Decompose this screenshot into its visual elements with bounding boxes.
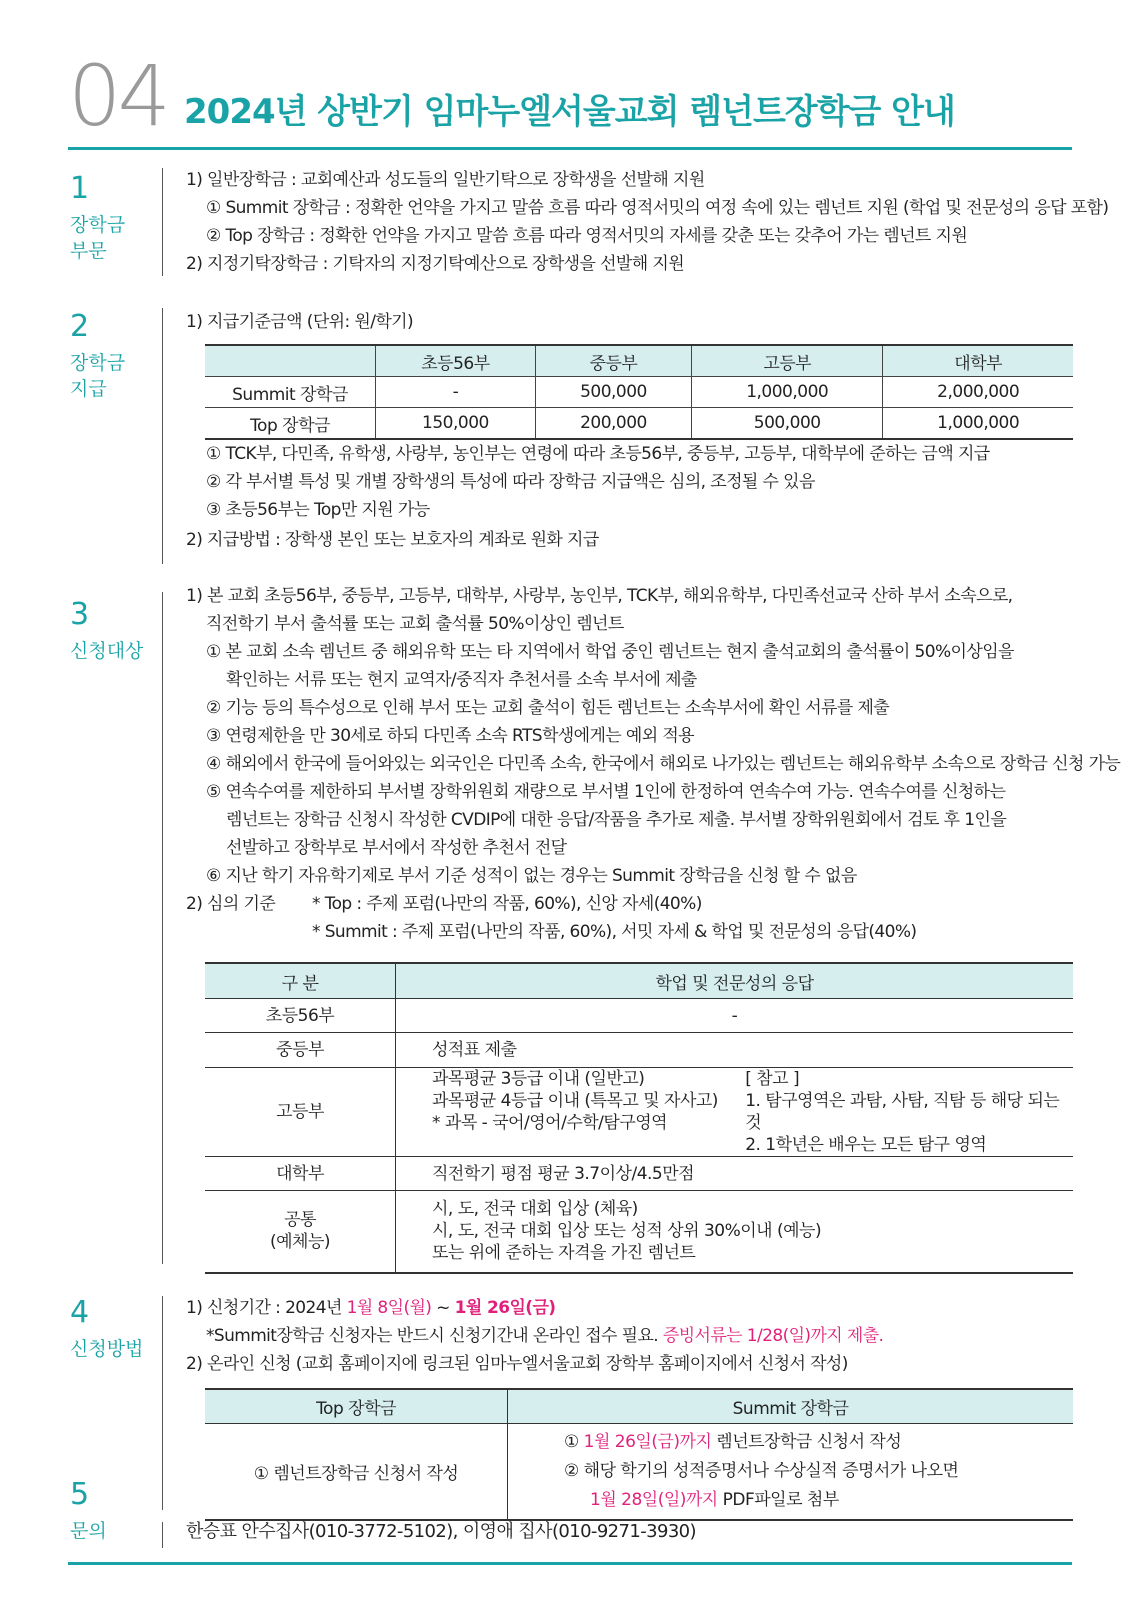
eligibility-item-cont: 렘넌트는 장학금 신청시 작성한 CVDIP에 대한 응답/작품을 추가로 제출. 부서별 장학위원회에서 검토 후 1인을 (226, 810, 1007, 830)
section-1-number: 1 (70, 171, 90, 206)
table-cell: 1,000,000 (692, 377, 883, 408)
section-5-label: 문의 (70, 1520, 107, 1542)
period-start: 1월 8일(월) (346, 1298, 432, 1318)
online-application: 2) 온라인 신청 (교회 홈페이지에 링크된 임마누엘서울교회 장학부 홈페이지에서 신청서 작성) (186, 1354, 848, 1374)
amount-note-1: ① TCK부, 다민족, 유학생, 사랑부, 농인부는 연령에 따라 초등56부, 중등부, 고등부, 대학부에 준하는 금액 지급 (206, 444, 990, 464)
text-line: 1. 탐구영역은 과탐, 사탐, 직탐 등 해당 되는 것 (745, 1091, 1060, 1133)
table-cell (396, 1191, 1074, 1273)
deadline-date: 1월 26일(금)까지 (583, 1432, 712, 1452)
section-1-body (186, 166, 1108, 278)
application-table (205, 1388, 1073, 1521)
section-4-label: 신청방법 (70, 1338, 144, 1360)
section-1-label-line1: 장학금 (70, 214, 126, 236)
achievement-table-header: 구 분 (205, 963, 396, 999)
deadline-date: 1월 28일(일)까지 (590, 1490, 718, 1510)
amount-note-2: ② 각 부서별 특성 및 개별 장학생의 특성에 따라 장학금 지급액은 심의, 조정될 수 있음 (206, 472, 815, 492)
text-line: (예체능) (269, 1232, 331, 1253)
summit-step-1 (564, 1428, 1073, 1457)
application-table-header: Summit 장학금 (508, 1389, 1074, 1424)
section-2-divider (162, 308, 163, 564)
high-school-reference (745, 1068, 1073, 1156)
amount-intro: 1) 지급기준금액 (단위: 원/학기) (186, 312, 414, 332)
eligibility-item: ④ 해외에서 한국에 들어와있는 외국인은 다민족 소속, 한국에서 해외로 나가있는 렘넌트는 해외유학부 소속으로 장학금 신청 가능 (206, 754, 1121, 774)
table-cell: 중등부 (205, 1033, 396, 1068)
eligibility-item: ⑥ 지난 학기 자유학기제로 부서 기준 성적이 없는 경우는 Summit 장학금을 신청 할 수 없음 (206, 866, 857, 886)
criteria-row (186, 890, 1120, 918)
section-1-label-line2: 부문 (70, 240, 107, 262)
table-cell: 직전학기 평점 평균 3.7이상/4.5만점 (396, 1157, 1074, 1191)
achievement-table (205, 962, 1073, 1274)
table-cell: 고등부 (205, 1068, 396, 1157)
table-cell: 150,000 (376, 408, 536, 440)
text-line: 공통 (284, 1210, 316, 1231)
eligibility-item-cont: 선발하고 장학부로 부서에서 작성한 추천서 전달 (226, 838, 567, 858)
amount-table-header: 고등부 (692, 345, 883, 377)
criteria-top: * Top : 주제 포럼(나만의 작품, 60%), 신앙 자세(40%) (312, 894, 702, 914)
amount-table-header: 대학부 (883, 345, 1073, 377)
text-span: PDF파일로 첨부 (717, 1490, 839, 1510)
section-3-number: 3 (70, 597, 90, 632)
eligibility-body (186, 582, 1120, 946)
criteria-label: 2) 심의 기준 (186, 894, 276, 914)
eligibility-item: ⑤ 연속수여를 제한하되 부서별 장학위원회 재량으로 부서별 1인에 한정하여 연속수여 가능. 연속수여를 신청하는 (206, 782, 1006, 802)
amount-notes (206, 440, 990, 524)
amount-table-header: 초등56부 (376, 345, 536, 377)
section-4-number: 4 (70, 1295, 90, 1330)
amount-table (205, 344, 1073, 440)
eligibility-item: ① 본 교회 소속 렘넌트 중 해외유학 또는 타 지역에서 학업 중인 렘넌트는 현지 출석교회의 출석률이 50%이상임을 (206, 642, 1014, 662)
table-cell: 1,000,000 (883, 408, 1073, 440)
section-2-number: 2 (70, 309, 90, 344)
amount-note-3: ③ 초등56부는 Top만 지원 가능 (206, 500, 430, 520)
section-5-number: 5 (70, 1477, 90, 1512)
table-cell (205, 1191, 396, 1273)
summit-application-steps (508, 1424, 1074, 1521)
eligibility-line-2: 직전학기 부서 출석률 또는 교회 출석률 50%이상인 렘넌트 (206, 614, 624, 634)
table-cell: 500,000 (692, 408, 883, 440)
summit-scholarship-desc: ① Summit 장학금 : 정확한 언약을 가지고 말씀 흐름 따라 영적서밋의 여정 속에 있는 렘넌트 지원 (학업 및 전문성의 응답 포함) (206, 198, 1109, 218)
table-cell: - (396, 999, 1074, 1033)
table-row (205, 408, 1073, 440)
table-cell: 2,000,000 (883, 377, 1073, 408)
table-cell: 200,000 (535, 408, 691, 440)
evidence-deadline: 증빙서류는 1/28(일)까지 제출. (662, 1326, 884, 1346)
text-span: ~ (431, 1298, 455, 1318)
text-span: 1) 신청기간 : 2024년 (186, 1298, 347, 1318)
high-school-left (432, 1068, 745, 1156)
achievement-table-header: 학업 및 전문성의 응답 (396, 963, 1074, 999)
eligibility-item: ③ 연령제한을 만 30세로 하되 다민족 소속 RTS학생에게는 예외 적용 (206, 726, 694, 746)
table-cell: 초등56부 (205, 999, 396, 1033)
section-5-divider (162, 1522, 163, 1548)
section-2-label-line2: 지급 (70, 378, 107, 400)
payment-method: 2) 지급방법 : 장학생 본인 또는 보호자의 계좌로 원화 지급 (186, 530, 599, 550)
application-table-header: Top 장학금 (205, 1389, 508, 1424)
table-cell: 대학부 (205, 1157, 396, 1191)
header-divider (68, 147, 1072, 150)
criteria-summit: * Summit : 주제 포럼(나만의 작품, 60%), 서밋 자세 & 학업 및 전문성의 응답(40%) (312, 922, 917, 942)
text-line: 2. 1학년은 배우는 모든 탐구 영역 (745, 1135, 987, 1155)
table-cell: Top 장학금 (205, 408, 376, 440)
table-cell (396, 1068, 1074, 1157)
text-line: 시, 도, 전국 대회 입상 (체육) (432, 1199, 638, 1220)
high-school-criteria (432, 1068, 1073, 1156)
text-line: 또는 위에 준하는 자격을 가진 렘넌트 (432, 1243, 696, 1264)
application-body (186, 1294, 883, 1378)
summit-step-2-cont (564, 1486, 1073, 1515)
section-3-divider (162, 592, 163, 1264)
section-2-label-line1: 장학금 (70, 352, 126, 374)
table-row (205, 377, 1073, 408)
table-row (205, 999, 1073, 1033)
table-cell: 성적표 제출 (396, 1033, 1074, 1068)
table-cell: - (376, 377, 536, 408)
summit-step-2: ② 해당 학기의 성적증명서나 수상실적 증명서가 나오면 (564, 1461, 959, 1481)
section-3-label: 신청대상 (70, 640, 144, 662)
text-line: 과목평균 3등급 이내 (일반고) (432, 1069, 645, 1089)
table-row (205, 1033, 1073, 1068)
table-cell: Summit 장학금 (205, 377, 376, 408)
amount-table-header: 중등부 (535, 345, 691, 377)
table-row (205, 1068, 1073, 1157)
application-period (186, 1294, 883, 1322)
page-title: 2024년 상반기 임마누엘서울교회 렘넌트장학금 안내 (184, 92, 955, 132)
section-1-divider (162, 168, 163, 276)
contact-info: 한승표 안수집사(010-3772-5102), 이영애 집사(010-9271-3930) (186, 1521, 696, 1542)
top-application-step: ① 렘넌트장학금 신청서 작성 (205, 1424, 508, 1521)
section-4-divider (162, 1296, 163, 1510)
text-line: [ 참고 ] (745, 1069, 800, 1089)
table-cell: 500,000 (535, 377, 691, 408)
summit-note (186, 1322, 883, 1350)
table-row (205, 1424, 1073, 1521)
eligibility-line-1: 1) 본 교회 초등56부, 중등부, 고등부, 대학부, 사랑부, 농인부, TCK부, 해외유학부, 다민족선교국 산하 부서 소속으로, (186, 586, 1013, 606)
period-end: 1월 26일(금) (454, 1298, 556, 1318)
designated-scholarship: 2) 지정기탁장학금 : 기탁자의 지정기탁예산으로 장학생을 선발해 지원 (186, 254, 685, 274)
text-line: 과목평균 4등급 이내 (특목고 및 자사고) (432, 1091, 718, 1111)
table-row (205, 1157, 1073, 1191)
text-span: *Summit장학금 신청자는 반드시 신청기간내 온라인 접수 필요. (206, 1326, 663, 1346)
text-line: 시, 도, 전국 대회 입상 또는 성적 상위 30%이내 (예능) (432, 1221, 822, 1242)
page-number: 04 (68, 47, 167, 145)
eligibility-item-cont: 확인하는 서류 또는 현지 교역자/중직자 추천서를 소속 부서에 제출 (226, 670, 697, 690)
page-header (68, 47, 1072, 148)
amount-table-header-blank (205, 345, 376, 377)
top-scholarship-desc: ② Top 장학금 : 정확한 언약을 가지고 말씀 흐름 따라 영적서밋의 자세를 갖춘 또는 갖추어 가는 렘넌트 지원 (206, 226, 968, 246)
eligibility-item: ② 기능 등의 특수성으로 인해 부서 또는 교회 출석이 힘든 렘넌트는 소속부서에 확인 서류를 제출 (206, 698, 890, 718)
general-scholarship: 1) 일반장학금 : 교회예산과 성도들의 일반기탁으로 장학생을 선발해 지원 (186, 170, 705, 190)
text-line: * 과목 - 국어/영어/수학/탐구영역 (432, 1113, 668, 1133)
text-span: ① (564, 1432, 579, 1452)
footer-divider (68, 1562, 1072, 1565)
text-span: 렘넌트장학금 신청서 작성 (711, 1432, 902, 1452)
table-row (205, 1191, 1073, 1273)
